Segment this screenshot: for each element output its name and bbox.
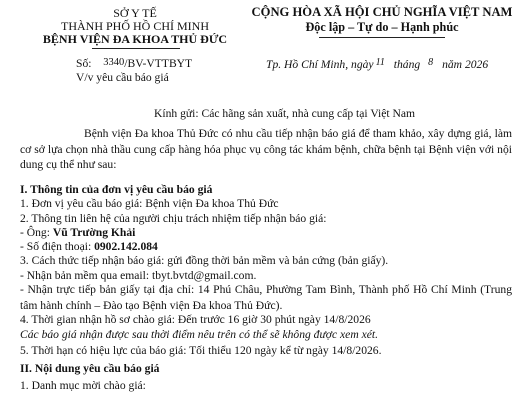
section-1-item-3: 3. Cách thức tiếp nhận báo giá: gửi đồng thời bản mềm và bản cứng (bản giấy). xyxy=(20,254,389,267)
ministry-name: SỞ Y TẾ xyxy=(113,6,157,20)
city-name: THÀNH PHỐ HỒ CHÍ MINH xyxy=(61,19,209,33)
hospital-name: BỆNH VIỆN ĐA KHOA THỦ ĐỨC xyxy=(42,32,228,46)
contact-phone-label: - Số điện thoại: xyxy=(20,240,95,253)
document-number xyxy=(76,55,192,71)
doc-no-value: 3340 xyxy=(103,57,125,68)
doc-no-suffix: /BV-VTTBYT xyxy=(124,57,193,70)
nation-motto: Độc lập – Tự do – Hạnh phúc xyxy=(305,20,459,34)
date-year: năm 2026 xyxy=(442,58,489,71)
late-submission-note: Các báo giá nhận được sau thời điểm nêu trên có thể sẽ không được xem xét. xyxy=(20,328,379,341)
section-1-item-5: 5. Thời hạn có hiệu lực của báo giá: Tối thiểu 120 ngày kể từ ngày 14/8/2026. xyxy=(20,344,382,357)
date-month: 8 xyxy=(428,57,434,68)
recipient-line: Kính gửi: Các hãng sản xuất, nhà cung cấp tại Việt Nam xyxy=(154,107,416,120)
section-1-title: I. Thông tin của đơn vị yêu cầu báo giá xyxy=(20,183,213,196)
section-2-item-1: 1. Danh mục mời chào giá: xyxy=(20,379,146,392)
left-header-underline xyxy=(92,48,180,49)
contact-name-line xyxy=(20,225,135,240)
date-month-label: tháng xyxy=(393,58,421,71)
document-date xyxy=(266,55,488,72)
contact-name: Vũ Trường Khải xyxy=(52,226,136,239)
contact-phone: 0902.142.084 xyxy=(94,240,158,253)
section-1-item-4: 4. Thời gian nhận hồ sơ chào giá: Đến trước 16 giờ 30 phút ngày 14/8/2026 xyxy=(20,313,371,326)
doc-no-prefix: Số: xyxy=(76,57,92,70)
intro-paragraph: Bệnh viện Đa khoa Thủ Đức có nhu cầu tiếp nhận báo giá để tham khảo, xây dựng giá, làm cơ sở lựa chọn nhà thầu cung cấp hàng hóa phục vụ công tác khám bệnh, chữa bệnh tại Bệnh viện với nội dung cụ thể như sau: xyxy=(20,127,512,171)
section-1-item-2: 2. Thông tin liên hệ của người chịu trách nhiệm tiếp nhận báo giá: xyxy=(20,212,327,225)
nation-title: CỘNG HÒA XÃ HỘI CHỦ NGHĨA VIỆT NAM xyxy=(251,5,513,19)
date-day: 11 xyxy=(375,57,385,68)
contact-name-label: - Ông: xyxy=(20,226,53,239)
contact-phone-line xyxy=(20,239,158,254)
email-line: - Nhận bản mềm qua email: tbyt.bvtd@gmail.com. xyxy=(20,269,257,282)
document-subject: V/v yêu cầu báo giá xyxy=(76,71,169,84)
section-1-item-1: 1. Đơn vị yêu cầu báo giá: Bệnh viện Đa khoa Thủ Đức xyxy=(20,197,279,210)
date-prefix: Tp. Hồ Chí Minh, ngày xyxy=(266,58,374,71)
address-line: - Nhận trực tiếp bản giấy tại địa chỉ: 14 Phú Châu, Phường Tam Bình, Thành phố Hồ Chí Minh (Trung tâm hành chính – Đào tạo Bệnh viện Đa khoa Thủ Đức). xyxy=(20,283,512,312)
section-2-title: II. Nội dung yêu cầu báo giá xyxy=(20,362,160,375)
motto-underline xyxy=(319,37,445,38)
